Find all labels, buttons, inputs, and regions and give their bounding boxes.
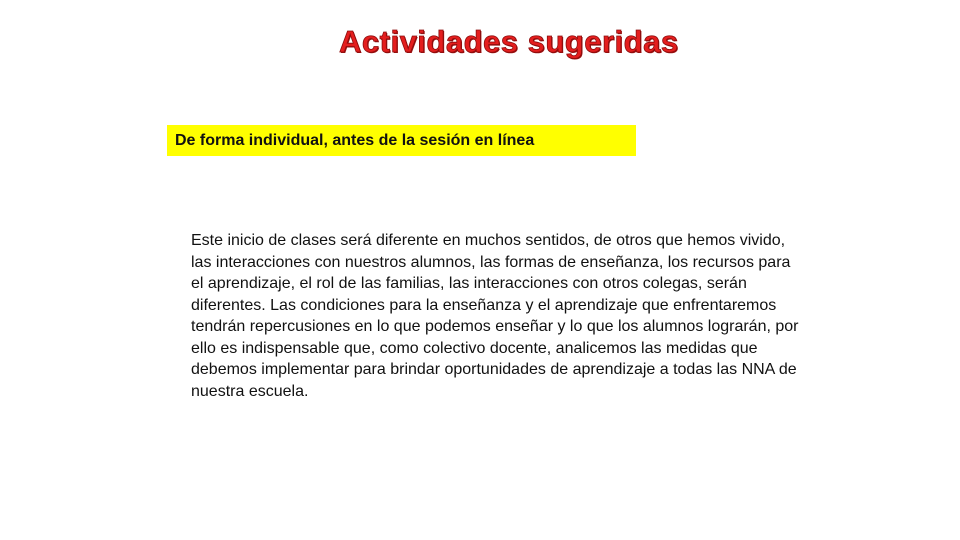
- slide-title: Actividades sugeridas: [339, 24, 679, 59]
- body-paragraph: Este inicio de clases será diferente en muchos sentidos, de otros que hemos vivido, las interacciones con nuestros alumnos, las formas de enseñanza, los recursos para el aprendizaje, el rol de las familias, las interacciones con otros colegas, serán diferentes. Las condiciones para la enseñanza y el aprendizaje que enfrentaremos tendrán repercusiones en lo que podemos enseñar y lo que los alumnos lograrán, por ello es indispensable que, como colectivo docente, analicemos las medidas que debemos implementar para brindar oportunidades de aprendizaje a todas las NNA de nuestra escuela.: [191, 232, 799, 400]
- activity-subtitle-banner: De forma individual, antes de la sesión en línea: [167, 125, 636, 156]
